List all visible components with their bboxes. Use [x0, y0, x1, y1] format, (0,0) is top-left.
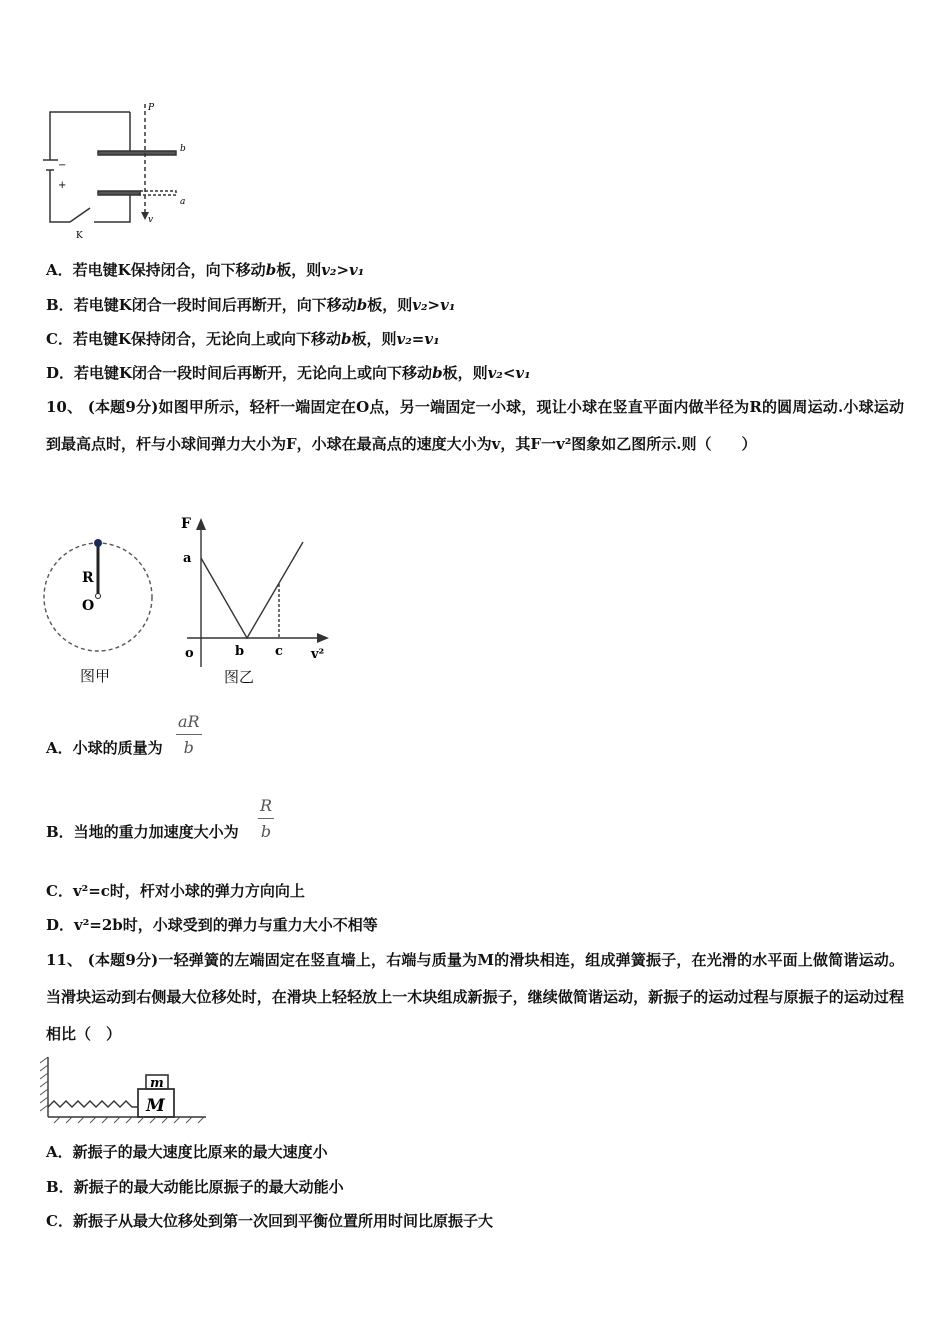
q9-option-d: D．若电键K闭合一段时间后再断开，无论向上或向下移动b板，则v₂<v₁ — [46, 364, 531, 382]
q9-option-c: C．若电键K保持闭合，无论向上或向下移动b板，则v₂=v₁ — [46, 330, 440, 348]
circle-motion-figure — [40, 535, 165, 655]
label-v: v — [148, 215, 154, 225]
q10-option-b: B．当地的重力加速度大小为 — [46, 823, 239, 841]
q10-option-b-fraction: R b — [260, 796, 273, 841]
axis-v2: v² — [311, 647, 325, 662]
label-k: K — [76, 231, 83, 241]
q10-option-c: C．v²=c时，杆对小球的弹力方向向上 — [46, 882, 305, 900]
q10-option-a: A．小球的质量为 — [46, 739, 163, 757]
q10-option-a-fraction: aR b — [178, 712, 200, 757]
f-v2-graph — [175, 512, 335, 672]
label-o-graph: o — [185, 646, 194, 661]
caption-yi: 图乙 — [224, 668, 255, 686]
spring-oscillator-figure — [40, 1055, 210, 1125]
q11-option-b: B．新振子的最大动能比原振子的最大动能小 — [46, 1178, 344, 1196]
label-o: O — [82, 598, 95, 614]
q10-stem: 10、 (本题9分)如图甲所示，轻杆一端固定在O点，另一端固定一小球，现让小球在竖直平面内做半径为R的圆周运动.小球运动到最高点时，杆与小球间弹力大小为F，小球在最高点的速度大小为v，其F一v²图象如乙图所示.则（ ） — [46, 398, 904, 453]
capacitor-circuit-figure — [40, 96, 200, 246]
caption-jia: 图甲 — [80, 667, 111, 685]
q11-option-a: A．新振子的最大速度比原来的最大速度小 — [46, 1143, 328, 1161]
q9-option-a: A．若电键K保持闭合，向下移动b板，则v₂>v₁ — [46, 261, 365, 279]
label-c-graph: c — [275, 644, 283, 659]
label-b: b — [180, 144, 186, 154]
label-b-graph: b — [235, 644, 245, 659]
axis-f: F — [181, 516, 191, 532]
q11-option-c: C．新振子从最大位移处到第一次回到平衡位置所用时间比原振子大 — [46, 1212, 493, 1230]
label-plus: + — [58, 180, 67, 191]
q11-stem: 11、 (本题9分)一轻弹簧的左端固定在竖直墙上，右端与质量为M的滑块相连，组成弹簧振子，在光滑的水平面上做简谐运动。当滑块运动到右侧最大位移处时，在滑块上轻轻放上一木块组成新振子，继续做简谐运动，新振子的运动过程与原振子的运动过程相比（ ） — [46, 951, 904, 1043]
label-r: R — [82, 570, 94, 586]
q10-option-d: D．v²=2b时，小球受到的弹力与重力大小不相等 — [46, 916, 378, 934]
label-m-small: m — [150, 1076, 164, 1091]
label-m-big: M — [146, 1096, 165, 1116]
label-a: a — [180, 197, 186, 207]
label-p: P — [148, 103, 155, 113]
q9-option-b: B．若电键K闭合一段时间后再断开，向下移动b板，则v₂>v₁ — [46, 296, 456, 314]
label-minus: − — [58, 160, 67, 171]
label-a-graph: a — [183, 551, 192, 566]
